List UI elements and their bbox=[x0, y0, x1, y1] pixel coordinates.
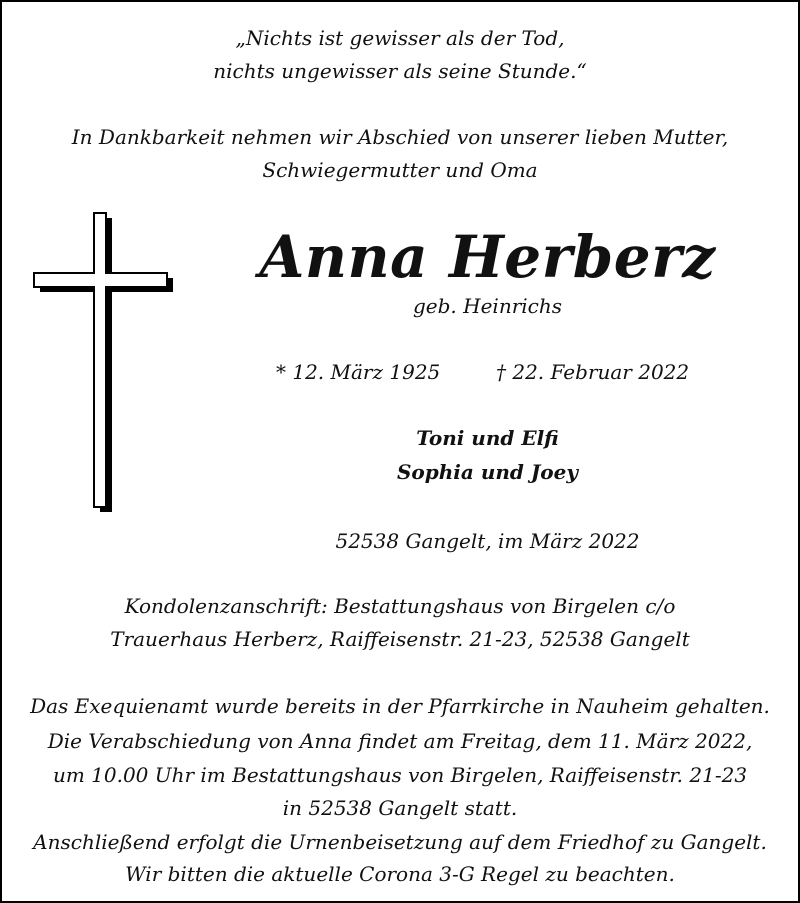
service-line-1: Das Exequienamt wurde bereits in der Pfarrkirche in Nauheim gehalten. bbox=[30, 694, 770, 718]
service-line-4: in 52538 Gangelt statt. bbox=[282, 796, 518, 820]
mourners-line-1: Toni und Elfi bbox=[416, 426, 559, 450]
cross-icon bbox=[32, 210, 177, 520]
maiden-name: geb. Heinrichs bbox=[412, 294, 562, 318]
service-line-2: Die Verabschiedung von Anna findet am Freitag, dem 11. März 2022, bbox=[47, 729, 753, 753]
death-date: † 22. Februar 2022 bbox=[496, 360, 690, 384]
service-line-5: Anschließend erfolgt die Urnenbeisetzung auf dem Friedhof zu Gangelt. bbox=[33, 830, 767, 854]
service-line-6: Wir bitten die aktuelle Corona 3-G Regel zu beachten. bbox=[125, 862, 675, 886]
mourners-line-2: Sophia und Joey bbox=[396, 460, 578, 484]
quote-line-1: „Nichts ist gewisser als der Tod, bbox=[235, 26, 565, 50]
place-date: 52538 Gangelt, im März 2022 bbox=[335, 529, 640, 553]
intro-line-2: Schwiegermutter und Oma bbox=[262, 158, 538, 182]
intro-line-1: In Dankbarkeit nehmen wir Abschied von unserer lieben Mutter, bbox=[71, 125, 729, 149]
deceased-name: Anna Herberz bbox=[259, 223, 716, 291]
service-line-3: um 10.00 Uhr im Bestattungshaus von Birgelen, Raiffeisenstr. 21-23 bbox=[52, 763, 748, 787]
life-dates bbox=[250, 359, 725, 385]
quote-line-2: nichts ungewisser als seine Stunde.“ bbox=[213, 59, 587, 83]
birth-date: * 12. März 1925 bbox=[276, 360, 441, 384]
condolence-line-1: Kondolenzanschrift: Bestattungshaus von Birgelen c/o bbox=[124, 594, 676, 618]
condolence-line-2: Trauerhaus Herberz, Raiffeisenstr. 21-23, 52538 Gangelt bbox=[110, 627, 690, 651]
